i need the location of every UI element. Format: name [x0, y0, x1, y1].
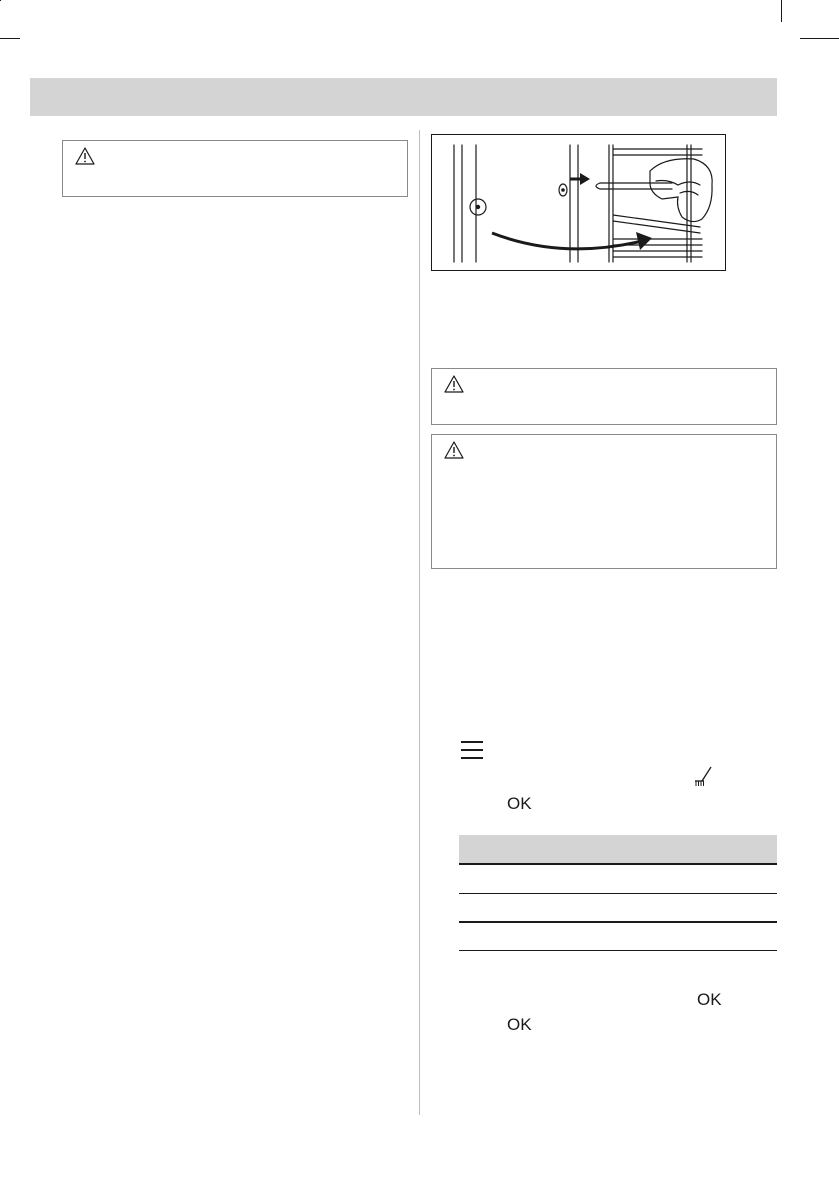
section-header-bar — [30, 78, 777, 116]
table-header — [459, 835, 777, 865]
table-row-divider — [459, 921, 777, 923]
column-divider — [419, 130, 420, 1115]
warning-box-right-2 — [431, 434, 777, 569]
oven-shelf-support-removal-illustration — [432, 135, 726, 271]
ok-button-label-1: OK — [507, 794, 532, 813]
crop-mark-top-left — [0, 0, 1, 1]
crop-mark-top-left-horizontal — [0, 38, 20, 39]
cleaning-brush-icon — [694, 765, 714, 787]
shelf-support-removal-figure — [431, 134, 726, 271]
warning-triangle-icon — [444, 441, 464, 459]
warning-triangle-icon — [75, 147, 95, 165]
warning-box-left — [62, 140, 408, 197]
ok-button-label-3: OK — [507, 1015, 532, 1034]
crop-mark-top-right — [781, 0, 782, 22]
warning-box-right-1 — [431, 368, 777, 425]
crop-mark-top-right-horizontal — [800, 38, 839, 39]
table-row-divider — [459, 950, 777, 951]
warning-triangle-icon — [444, 375, 464, 393]
table-row-divider — [459, 893, 777, 894]
ok-button-label-2: OK — [697, 990, 722, 1009]
menu-icon — [461, 741, 483, 760]
